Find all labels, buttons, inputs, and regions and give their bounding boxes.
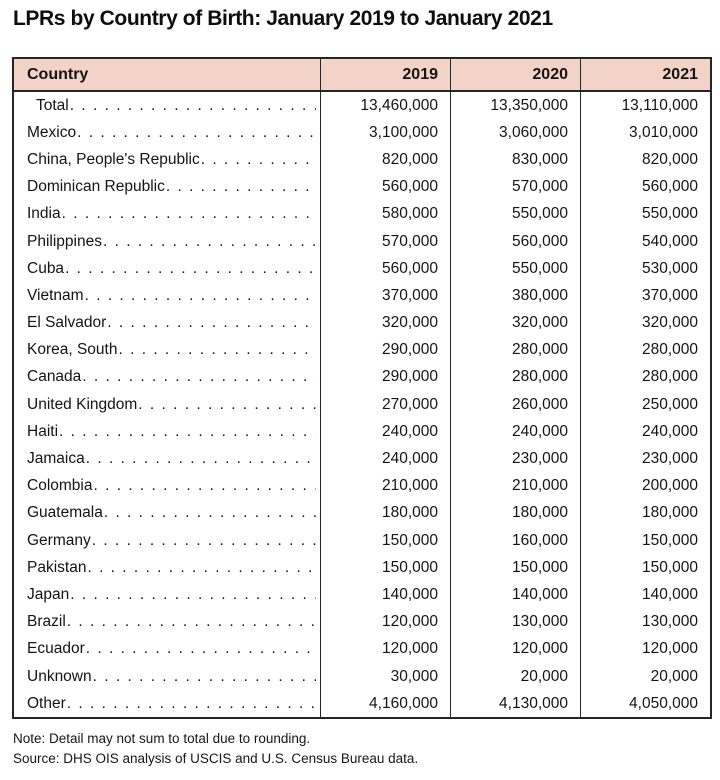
- column-header-2021: 2021: [580, 59, 710, 90]
- table-row: [14, 445, 710, 472]
- value-2021: 150,000: [580, 527, 710, 554]
- value-2021: 130,000: [580, 609, 710, 636]
- value-2021: 820,000: [580, 146, 710, 173]
- country-cell: [14, 228, 320, 255]
- dot-leader: [65, 260, 316, 278]
- country-cell: [14, 445, 320, 472]
- value-2020: 320,000: [450, 310, 580, 337]
- value-2019: 320,000: [320, 310, 450, 337]
- value-2020: 550,000: [450, 255, 580, 282]
- country-name: Korea, South: [27, 341, 118, 359]
- country-name: Germany: [27, 531, 91, 549]
- dot-leader: [70, 586, 316, 604]
- value-2021: 280,000: [580, 337, 710, 364]
- dot-leader: [93, 477, 316, 495]
- page-title: LPRs by Country of Birth: January 2019 to January 2021: [13, 7, 553, 30]
- table-row: [14, 174, 710, 201]
- country-name: India: [27, 205, 61, 223]
- value-2021: 240,000: [580, 418, 710, 445]
- country-name: Ecuador: [27, 640, 85, 658]
- dot-leader: [86, 640, 316, 658]
- country-cell: [14, 663, 320, 690]
- value-2020: 280,000: [450, 337, 580, 364]
- value-2019: 4,160,000: [320, 690, 450, 717]
- country-cell: [14, 391, 320, 418]
- value-2019: 820,000: [320, 146, 450, 173]
- value-2020: 230,000: [450, 445, 580, 472]
- table-row: [14, 337, 710, 364]
- dot-leader: [77, 124, 316, 142]
- country-name: Vietnam: [27, 286, 84, 304]
- dot-leader: [85, 287, 316, 305]
- value-2019: 240,000: [320, 418, 450, 445]
- note-line: Note: Detail may not sum to total due to rounding.: [13, 731, 311, 746]
- column-header-2019: 2019: [320, 59, 450, 90]
- value-2021: 3,010,000: [580, 119, 710, 146]
- dot-leader: [70, 97, 316, 115]
- country-name: Japan: [27, 585, 70, 603]
- country-cell: [14, 92, 320, 119]
- value-2019: 150,000: [320, 554, 450, 581]
- country-name: El Salvador: [27, 314, 107, 332]
- dot-leader: [93, 668, 316, 686]
- value-2020: 560,000: [450, 228, 580, 255]
- country-cell: [14, 364, 320, 391]
- dot-leader: [104, 504, 316, 522]
- column-header-2020: 2020: [450, 59, 580, 90]
- country-name: Canada: [27, 368, 82, 386]
- value-2021: 540,000: [580, 228, 710, 255]
- dot-leader: [118, 341, 316, 359]
- table-row: [14, 663, 710, 690]
- value-2019: 150,000: [320, 527, 450, 554]
- value-2020: 180,000: [450, 500, 580, 527]
- value-2020: 120,000: [450, 636, 580, 663]
- table-row: [14, 636, 710, 663]
- country-cell: [14, 581, 320, 608]
- country-name: United Kingdom: [27, 395, 138, 413]
- country-cell: [14, 255, 320, 282]
- table-row: [14, 282, 710, 309]
- value-2020: 20,000: [450, 663, 580, 690]
- country-cell: [14, 554, 320, 581]
- dot-leader: [107, 314, 316, 332]
- dot-leader: [166, 178, 316, 196]
- dot-leader: [86, 450, 316, 468]
- value-2020: 380,000: [450, 282, 580, 309]
- table-row: [14, 119, 710, 146]
- value-2020: 240,000: [450, 418, 580, 445]
- country-cell: [14, 337, 320, 364]
- value-2020: 150,000: [450, 554, 580, 581]
- value-2020: 3,060,000: [450, 119, 580, 146]
- value-2020: 160,000: [450, 527, 580, 554]
- table-row: [14, 527, 710, 554]
- value-2021: 320,000: [580, 310, 710, 337]
- value-2021: 180,000: [580, 500, 710, 527]
- dot-leader: [92, 532, 316, 550]
- table-row: [14, 228, 710, 255]
- dot-leader: [87, 559, 316, 577]
- table-row: [14, 418, 710, 445]
- dot-leader: [103, 233, 316, 251]
- value-2020: 570,000: [450, 174, 580, 201]
- country-cell: [14, 282, 320, 309]
- table-row: [14, 554, 710, 581]
- value-2019: 3,100,000: [320, 119, 450, 146]
- value-2019: 370,000: [320, 282, 450, 309]
- country-name: Guatemala: [27, 504, 103, 522]
- dot-leader: [59, 423, 316, 441]
- value-2021: 120,000: [580, 636, 710, 663]
- country-cell: [14, 119, 320, 146]
- value-2019: 30,000: [320, 663, 450, 690]
- value-2020: 260,000: [450, 391, 580, 418]
- value-2021: 530,000: [580, 255, 710, 282]
- table-row: [14, 581, 710, 608]
- country-name: Jamaica: [27, 450, 85, 468]
- value-2021: 150,000: [580, 554, 710, 581]
- column-header-country: Country: [27, 65, 89, 83]
- value-2019: 120,000: [320, 609, 450, 636]
- lpr-table: [12, 57, 712, 719]
- country-cell: [14, 636, 320, 663]
- country-cell: [14, 609, 320, 636]
- dot-leader: [138, 396, 316, 414]
- source-line: Source: DHS OIS analysis of USCIS and U.S. Census Bureau data.: [13, 751, 419, 766]
- value-2019: 290,000: [320, 364, 450, 391]
- value-2019: 290,000: [320, 337, 450, 364]
- table-row: [14, 364, 710, 391]
- country-name: Pakistan: [27, 558, 87, 576]
- value-2019: 570,000: [320, 228, 450, 255]
- dot-leader: [82, 368, 316, 386]
- country-cell: [14, 174, 320, 201]
- value-2021: 230,000: [580, 445, 710, 472]
- dot-leader: [201, 151, 316, 169]
- value-2019: 140,000: [320, 581, 450, 608]
- value-2020: 13,350,000: [450, 92, 580, 119]
- table-body: [14, 92, 710, 717]
- value-2021: 550,000: [580, 201, 710, 228]
- value-2021: 4,050,000: [580, 690, 710, 717]
- country-cell: [14, 527, 320, 554]
- table-row: [14, 473, 710, 500]
- country-name: Haiti: [27, 422, 59, 440]
- value-2021: 13,110,000: [580, 92, 710, 119]
- country-name: Unknown: [27, 667, 92, 685]
- value-2019: 180,000: [320, 500, 450, 527]
- table-row: [14, 391, 710, 418]
- dot-leader: [62, 205, 316, 223]
- country-name: China, People's Republic: [27, 150, 200, 168]
- value-2019: 560,000: [320, 174, 450, 201]
- country-cell: [14, 310, 320, 337]
- value-2019: 560,000: [320, 255, 450, 282]
- value-2019: 13,460,000: [320, 92, 450, 119]
- value-2021: 140,000: [580, 581, 710, 608]
- value-2020: 140,000: [450, 581, 580, 608]
- value-2019: 210,000: [320, 473, 450, 500]
- table-row: [14, 201, 710, 228]
- value-2020: 280,000: [450, 364, 580, 391]
- dot-leader: [67, 613, 316, 631]
- value-2020: 4,130,000: [450, 690, 580, 717]
- table-row: [14, 255, 710, 282]
- table-row: [14, 500, 710, 527]
- value-2021: 560,000: [580, 174, 710, 201]
- value-2021: 200,000: [580, 473, 710, 500]
- value-2021: 280,000: [580, 364, 710, 391]
- country-cell: [14, 473, 320, 500]
- country-name: Colombia: [27, 477, 93, 495]
- country-cell: [14, 500, 320, 527]
- country-name: Dominican Republic: [27, 178, 165, 196]
- value-2019: 270,000: [320, 391, 450, 418]
- country-name: Philippines: [27, 232, 102, 250]
- value-2020: 210,000: [450, 473, 580, 500]
- country-cell: [14, 201, 320, 228]
- country-name: Total: [36, 96, 69, 114]
- table-row: [14, 310, 710, 337]
- value-2020: 830,000: [450, 146, 580, 173]
- table-row: [14, 92, 710, 119]
- country-name: Cuba: [27, 259, 65, 277]
- dot-leader: [67, 695, 316, 713]
- table-row: [14, 146, 710, 173]
- country-name: Mexico: [27, 123, 77, 141]
- country-cell: [14, 418, 320, 445]
- table-row: [14, 690, 710, 717]
- country-cell: [14, 690, 320, 717]
- country-name: Brazil: [27, 613, 66, 631]
- value-2019: 120,000: [320, 636, 450, 663]
- value-2019: 240,000: [320, 445, 450, 472]
- country-name: Other: [27, 694, 66, 712]
- table-footnotes: [13, 729, 418, 769]
- table-row: [14, 609, 710, 636]
- value-2021: 20,000: [580, 663, 710, 690]
- country-cell: [14, 146, 320, 173]
- value-2021: 370,000: [580, 282, 710, 309]
- value-2019: 580,000: [320, 201, 450, 228]
- value-2020: 550,000: [450, 201, 580, 228]
- value-2021: 250,000: [580, 391, 710, 418]
- value-2020: 130,000: [450, 609, 580, 636]
- table-header-row: [14, 59, 710, 92]
